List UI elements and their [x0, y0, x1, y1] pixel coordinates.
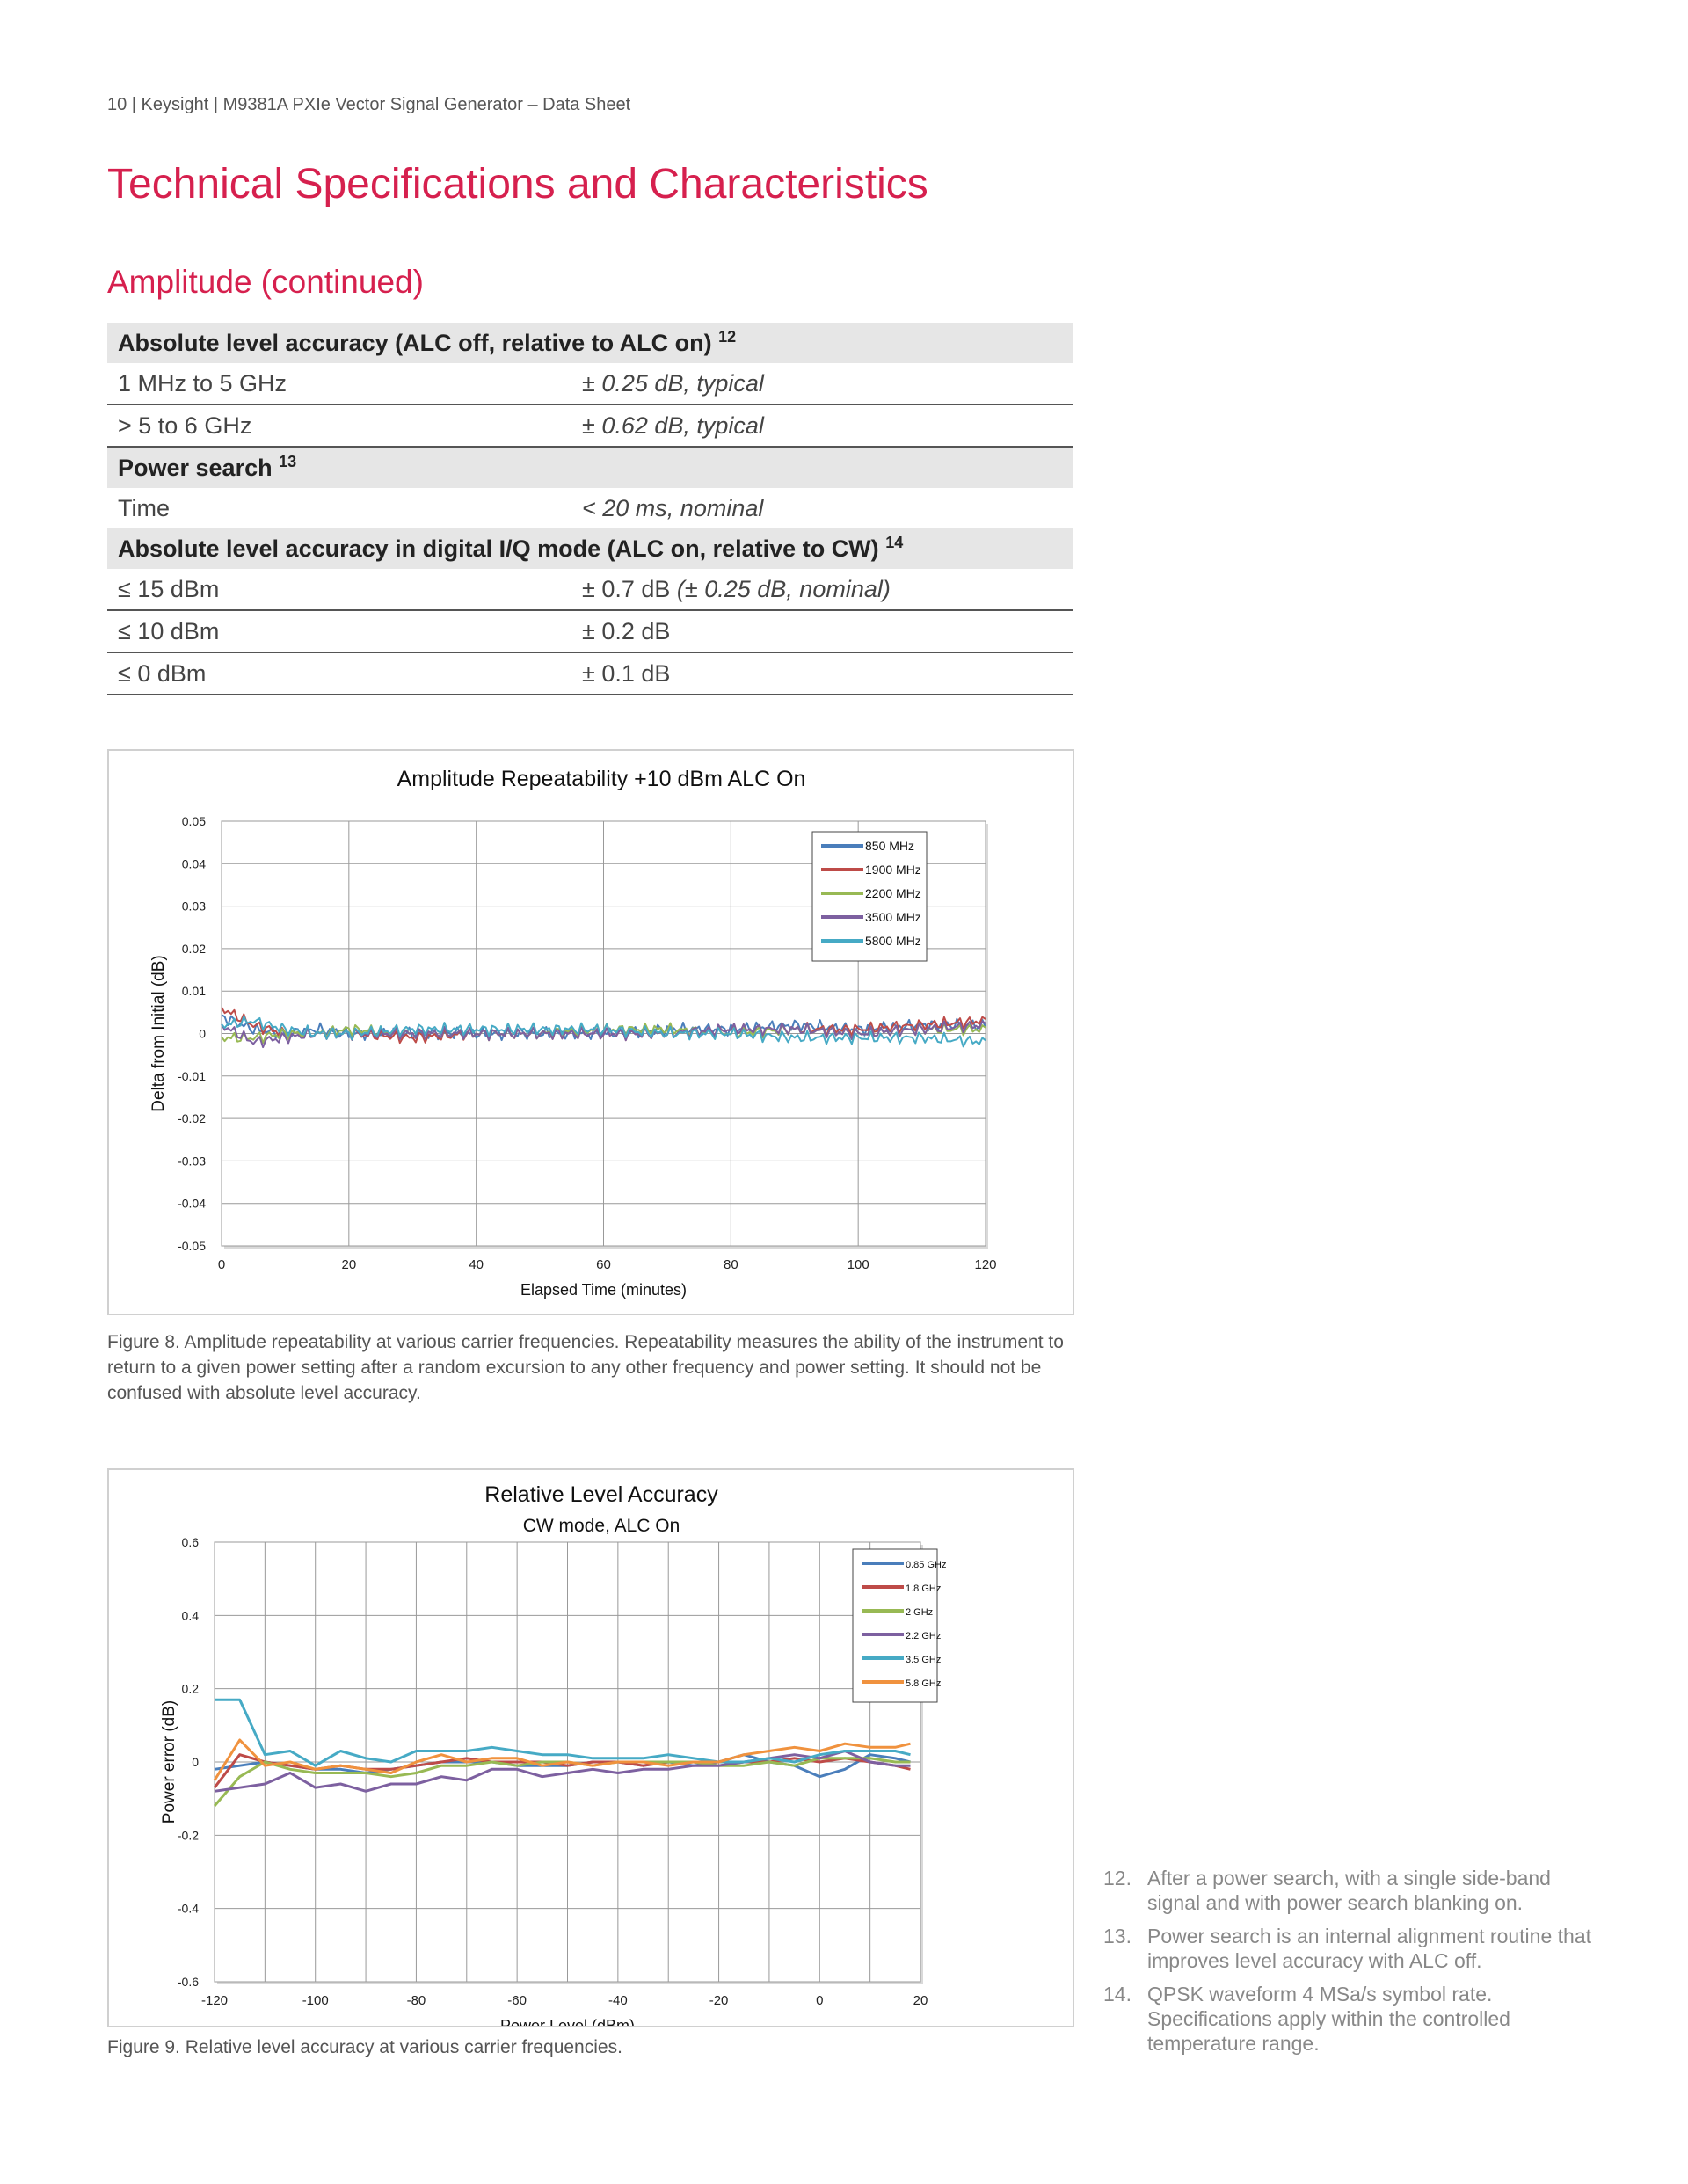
x-tick-label: -100	[302, 1993, 329, 2008]
legend-label: 3.5 GHz	[906, 1655, 942, 1665]
footnote-ref: 13	[279, 452, 297, 470]
legend-label: 2200 MHz	[865, 886, 921, 900]
footnote-text: QPSK waveform 4 MSa/s symbol rate. Specifications apply within the controlled temperature range.	[1147, 1983, 1510, 2055]
x-axis-label: Power Level (dBm)	[499, 2017, 636, 2026]
y-tick-label: 0.01	[181, 984, 206, 999]
legend-label: 0.85 GHz	[906, 1560, 947, 1570]
table-row	[107, 488, 1073, 528]
figure-9-frame	[107, 1468, 1074, 2027]
x-tick-label: -40	[608, 1993, 628, 2008]
footnote-ref: 12	[718, 327, 737, 346]
y-axis-label: Delta from Initial (dB)	[149, 955, 168, 1112]
figure-8-caption: Figure 8. Amplitude repeatability at various carrier frequencies. Repeatability measures the ability of the instrument to return to a given power setting after a random excursion to any other frequency and power setting. It should not be confused with absolute level accuracy.	[107, 1332, 1064, 1403]
chart-relative-level-accuracy	[109, 1470, 1073, 2026]
y-tick-label: 0.6	[181, 1535, 199, 1549]
legend-label: 1900 MHz	[865, 863, 921, 877]
chart-title: Amplitude Repeatability +10 dBm ALC On	[397, 767, 806, 791]
chart-subtitle: CW mode, ALC On	[522, 1516, 680, 1536]
chart-amplitude-repeatability	[109, 751, 1073, 1314]
row-value-nominal: (± 0.25 dB, nominal)	[676, 575, 891, 602]
legend-label: 3500 MHz	[865, 910, 921, 924]
y-tick-label: -0.6	[177, 1975, 199, 1989]
y-tick-label: 0.4	[181, 1608, 199, 1623]
row-value: < 20 ms, nominal	[582, 494, 764, 521]
y-tick-label: -0.04	[178, 1196, 206, 1211]
legend-label: 2.2 GHz	[906, 1631, 942, 1642]
y-tick-label: 0	[192, 1755, 199, 1769]
x-axis-label: Elapsed Time (minutes)	[520, 1281, 688, 1299]
section-title: Absolute level accuracy (ALC off, relative to ALC on)	[118, 329, 712, 356]
row-value: ± 0.1 dB	[571, 652, 1073, 695]
spec-table	[107, 323, 1073, 695]
section-title: Power search	[118, 454, 273, 481]
section-subtitle: Amplitude (continued)	[107, 264, 424, 300]
spec-section-header	[107, 323, 1073, 363]
row-label: ≤ 0 dBm	[107, 652, 571, 695]
footnote-number: 12.	[1103, 1867, 1131, 1889]
footnote-text: Power search is an internal alignment routine that improves level accuracy with ALC off.	[1147, 1925, 1592, 1972]
legend-label: 2 GHz	[906, 1607, 934, 1618]
y-tick-label: -0.4	[177, 1901, 199, 1916]
y-tick-label: -0.2	[177, 1828, 199, 1843]
spec-section-header	[107, 528, 1073, 569]
x-tick-label: 0	[816, 1993, 824, 2008]
footnote-text: After a power search, with a single side-band signal and with power search blanking on.	[1147, 1867, 1551, 1914]
y-tick-label: 0.2	[181, 1681, 199, 1696]
legend-label: 1.8 GHz	[906, 1583, 942, 1594]
table-row	[107, 610, 1073, 652]
y-tick-label: 0.05	[181, 814, 206, 828]
figure-9-caption: Figure 9. Relative level accuracy at various carrier frequencies.	[107, 2037, 622, 2057]
section-title: Absolute level accuracy in digital I/Q mode (ALC on, relative to CW)	[118, 535, 879, 562]
row-label: Time	[118, 494, 170, 521]
footnotes	[1103, 1866, 1596, 2064]
x-tick-label: -120	[200, 1993, 229, 2008]
footnote	[1103, 1924, 1596, 1973]
table-row	[107, 652, 1073, 695]
page-title: Technical Specifications and Characteristics	[107, 161, 928, 207]
x-tick-label: -60	[507, 1993, 527, 2008]
legend-label: 5.8 GHz	[906, 1678, 942, 1689]
row-value: ± 0.25 dB, typical	[571, 363, 1073, 404]
spec-section-header	[107, 447, 1073, 488]
y-tick-label: -0.02	[178, 1111, 206, 1126]
x-tick-label: 0	[217, 1257, 226, 1272]
footnote	[1103, 1866, 1596, 1915]
y-tick-label: -0.05	[178, 1239, 206, 1253]
footnote-number: 13.	[1103, 1925, 1131, 1947]
y-tick-label: 0.04	[181, 856, 206, 871]
x-tick-label: 120	[974, 1257, 997, 1272]
chart-title: Relative Level Accuracy	[484, 1482, 718, 1507]
x-tick-label: 20	[913, 1993, 928, 2008]
y-tick-label: 0.02	[181, 941, 206, 956]
legend-label: 5800 MHz	[865, 934, 921, 948]
row-label: 1 MHz to 5 GHz	[107, 363, 571, 404]
footnote	[1103, 1982, 1596, 2056]
x-tick-label: 80	[723, 1257, 738, 1272]
x-tick-label: 100	[847, 1257, 869, 1272]
table-row	[107, 363, 1073, 404]
x-tick-label: 60	[596, 1257, 611, 1272]
x-tick-label: -80	[406, 1993, 426, 2008]
y-tick-label: -0.01	[178, 1068, 206, 1083]
row-value: ± 0.2 dB	[571, 610, 1073, 652]
y-tick-label: 0.03	[181, 899, 206, 914]
table-row	[107, 404, 1073, 447]
row-label: ≤ 10 dBm	[107, 610, 571, 652]
legend-label: 850 MHz	[865, 839, 915, 853]
row-value: ± 0.62 dB, typical	[571, 404, 1073, 447]
y-axis-label: Power error (dB)	[160, 1700, 178, 1824]
row-value-main: ± 0.7 dB	[582, 575, 671, 602]
row-label: > 5 to 6 GHz	[107, 404, 571, 447]
x-tick-label: 20	[341, 1257, 357, 1272]
footnote-ref: 14	[885, 533, 904, 551]
page-header: 10 | Keysight | M9381A PXIe Vector Signal Generator – Data Sheet	[107, 95, 631, 114]
row-label: ≤ 15 dBm	[107, 569, 571, 610]
x-tick-label: -20	[709, 1993, 729, 2008]
table-row	[107, 569, 1073, 610]
y-tick-label: 0	[199, 1026, 206, 1041]
y-tick-label: -0.03	[178, 1154, 206, 1168]
figure-8-frame	[107, 749, 1074, 1315]
x-tick-label: 40	[469, 1257, 484, 1272]
row-value	[571, 569, 1073, 610]
footnote-number: 14.	[1103, 1983, 1131, 2006]
